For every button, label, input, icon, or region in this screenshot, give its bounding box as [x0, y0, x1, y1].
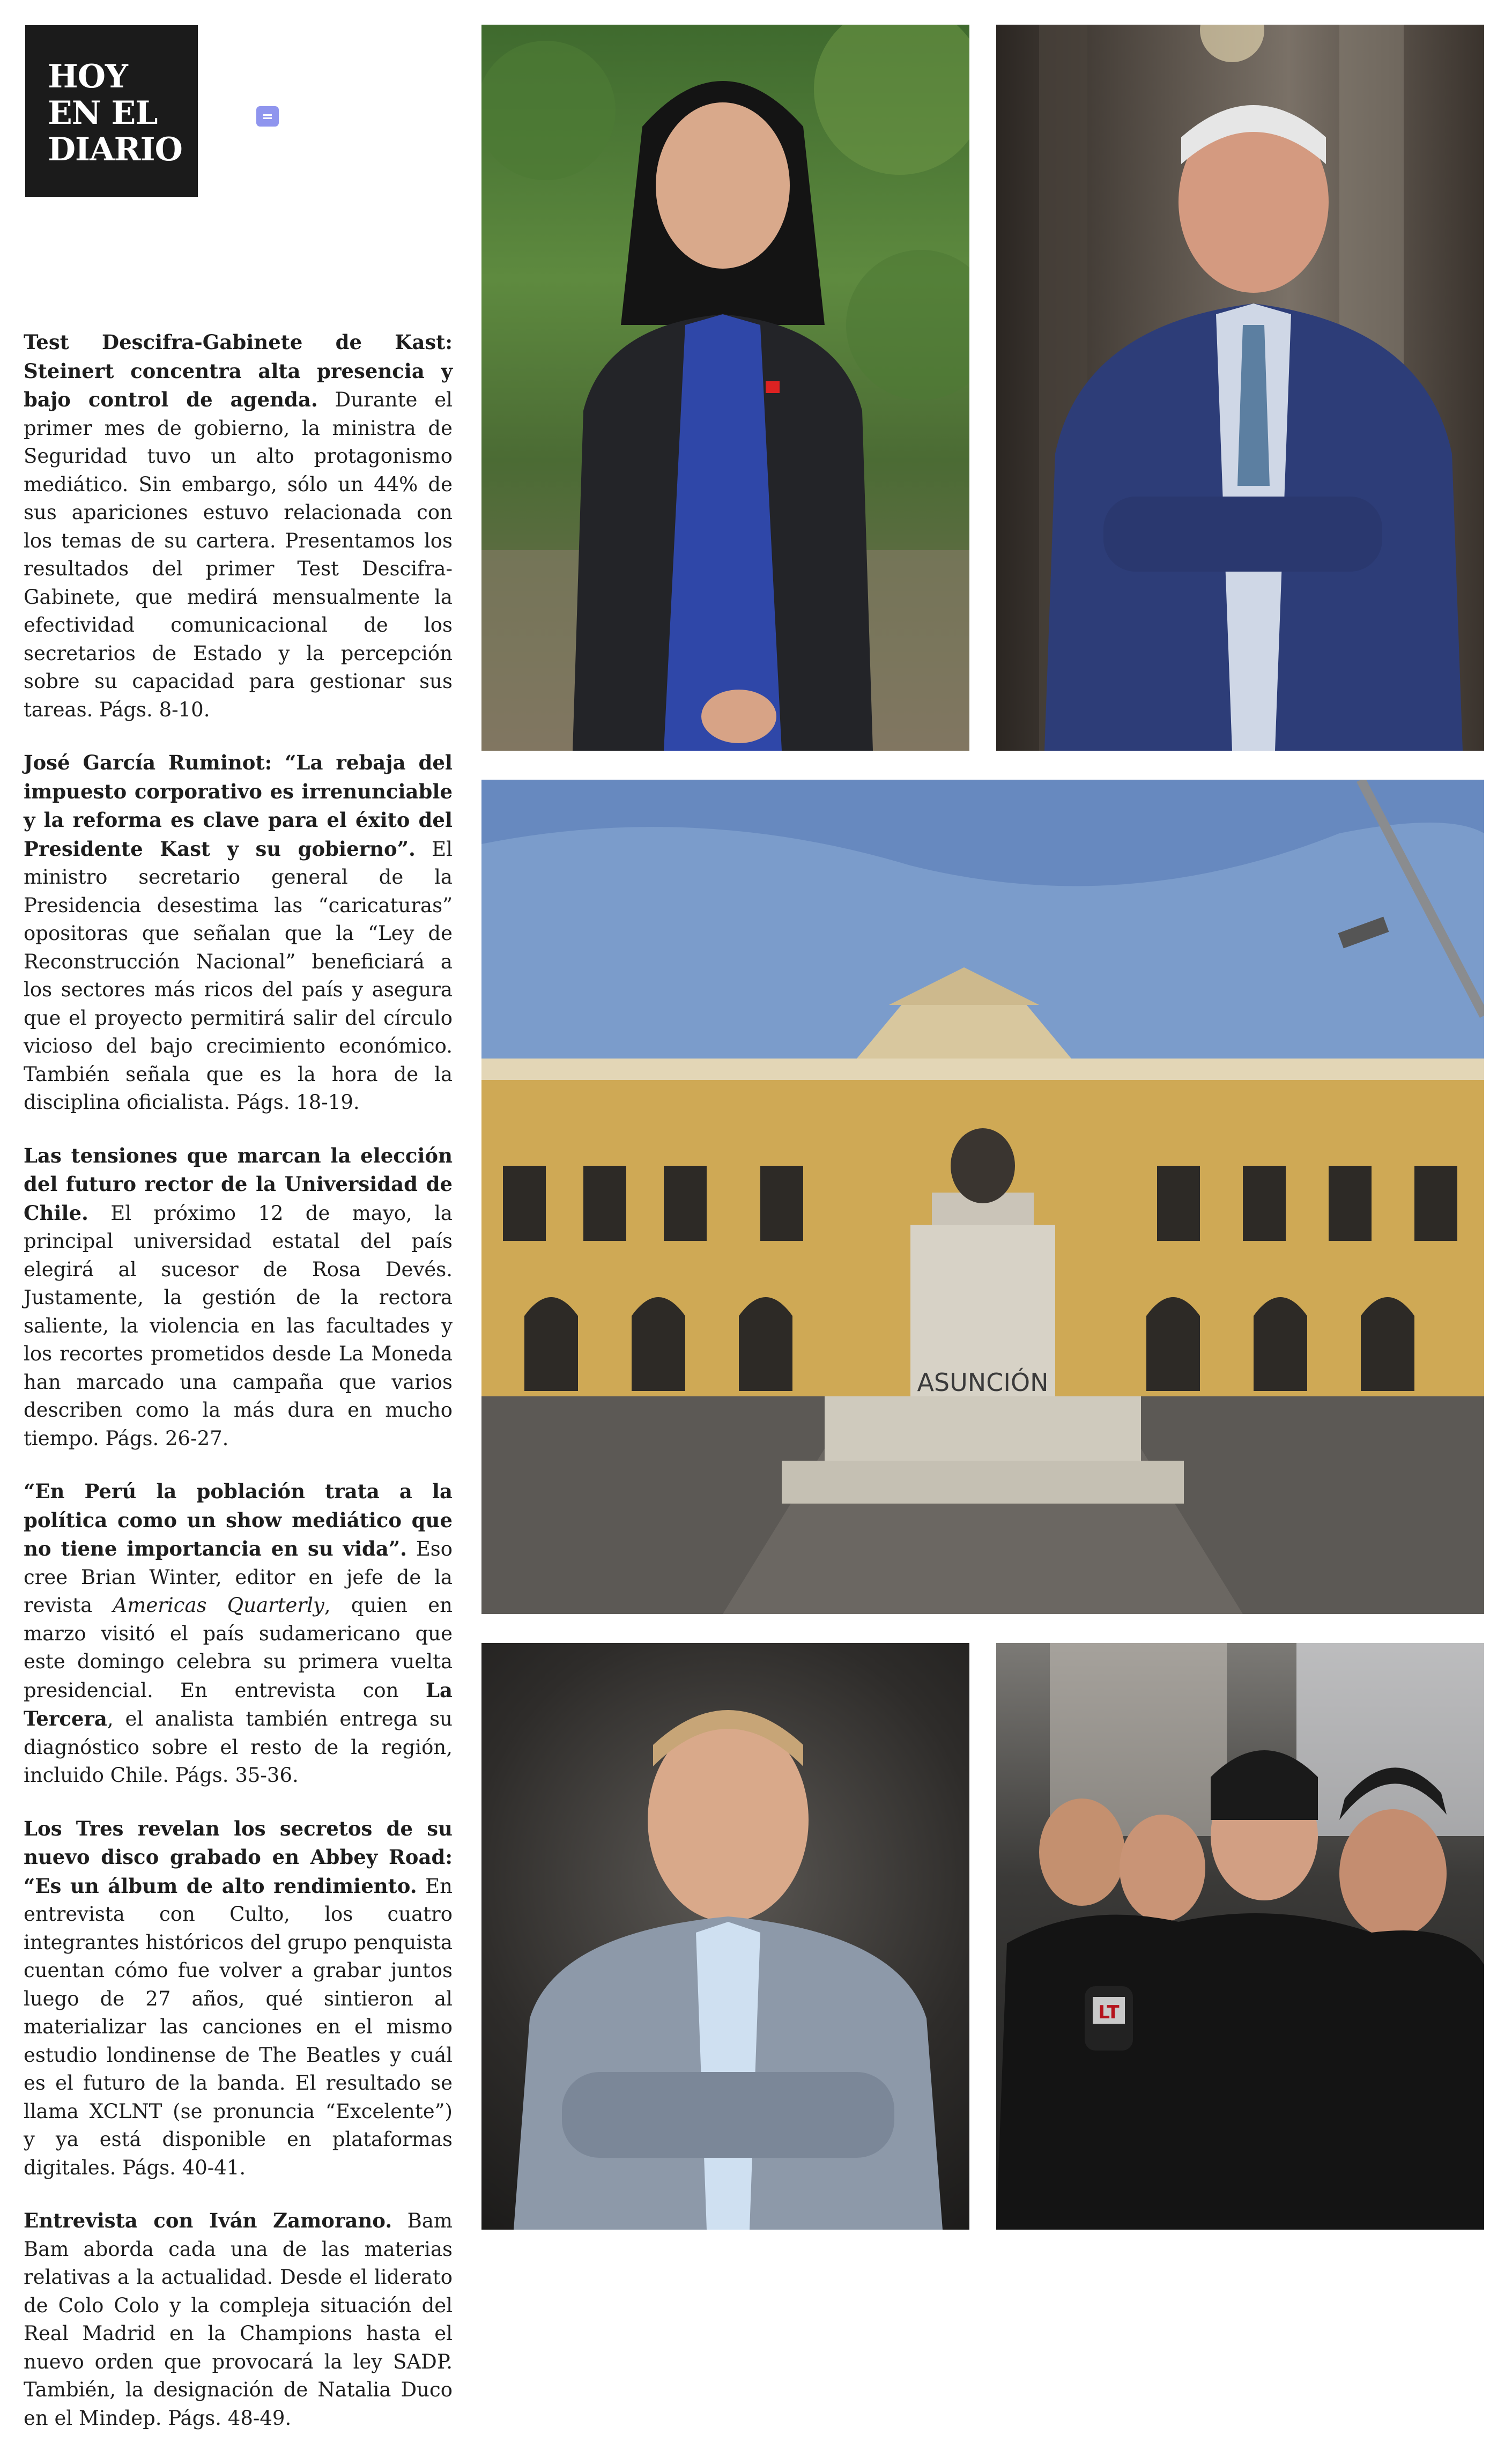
story-body: Eso cree Brian Winter, editor en jefe de la revista	[24, 1537, 453, 1617]
photo-universidad-de-chile	[481, 780, 1484, 1614]
logo-line-3: DIARIO	[48, 131, 182, 168]
photo-garcia-ruminot	[996, 25, 1484, 751]
photo-brian-winter	[481, 1643, 969, 2230]
story-body: , quien en marzo visitó el país sudamericano que este domingo celebra su primera vuelta presidencial. En entrevista con	[24, 1594, 453, 1702]
story-body: Durante el primer mes de gobierno, la ministra de Seguridad tuvo un alto protagonismo mediático. Sin embargo, sólo un 44% de sus apariciones estuvo relacionada con los temas de su cartera. Presentamos los resultados del primer Test Descifra-Gabinete, que medirá mensualmente la efectividad comunicacional de los secretarios de Estado y la percepción sobre su capacidad para gestionar sus tareas. Págs. 8-10.	[24, 388, 453, 721]
story-universidad-de-chile[interactable]	[24, 1142, 453, 1453]
logo-line-1: HOY	[48, 58, 128, 95]
story-body: El próximo 12 de mayo, la principal universidad estatal del país elegirá al sucesor de Rosa Devés. Justamente, la gestión de la rectora saliente, la violencia en las facultades y los recortes prometidos desde La Moneda han marcado una campaña que varios describen como la más dura en mucho tiempo. Págs. 26-27.	[24, 1201, 453, 1450]
photo-los-tres	[996, 1643, 1484, 2230]
story-los-tres[interactable]	[24, 1815, 453, 2182]
microphone-label: LT	[1098, 2002, 1120, 2023]
hoy-en-el-diario-logo	[25, 25, 198, 197]
story-body: Bam Bam aborda cada una de las materias relativas a la actualidad. Desde el liderato de Colo Colo y la compleja situación del Real Madrid en la Champions hasta el nuevo orden que provocará la ley SADP. También, la designación de Natalia Duco en el Mindep. Págs. 48-49.	[24, 2209, 453, 2430]
story-steinert[interactable]	[24, 328, 453, 724]
photo-security-minister	[481, 25, 969, 751]
logo-line-2: EN EL	[48, 94, 158, 132]
story-newspaper-name: La Tercera	[24, 1678, 453, 1730]
story-headline: Entrevista con Iván Zamorano.	[24, 2209, 392, 2232]
story-headline: “En Perú la población trata a la política como un show mediático que no tiene importancia en su vida”.	[24, 1479, 453, 1560]
story-headline: Test Descifra-Gabinete de Kast: Steinert concentra alta presencia y bajo control de agenda.	[24, 330, 453, 411]
story-zamorano[interactable]	[24, 2207, 453, 2432]
story-body: En entrevista con Culto, los cuatro integrantes históricos del grupo penquista cuentan cómo fue volver a grabar juntos luego de 27 años, qué sintieron al materializar las canciones en el mismo estudio londinense de The Beatles y cuál es el futuro de la banda. El resultado se llama XCLNT (se pronuncia “Excelente”) y ya está disponible en plataformas digitales. Págs. 40-41.	[24, 1874, 453, 2179]
story-garcia-ruminot[interactable]	[24, 749, 453, 1117]
graffiti-text: ASUNCIÓN	[917, 1368, 1049, 1397]
story-body: El ministro secretario general de la Presidencia desestima las “caricaturas” opositoras que señalan que la “Ley de Reconstrucción Nacional” beneficiará a los sectores más ricos del país y asegura que el proyecto permitirá salir del círculo vicioso del bajo crecimiento económico. También señala que es la hora de la disciplina oficialista. Págs. 18-19.	[24, 837, 453, 1114]
story-headline: Las tensiones que marcan la elección del futuro rector de la Universidad de Chile.	[24, 1143, 453, 1225]
stories-column	[24, 328, 453, 2457]
story-headline: José García Ruminot: “La rebaja del impuesto corporativo es irrenunciable y la reforma es clave para el éxito del Presidente Kast y su gobierno”.	[24, 751, 453, 861]
story-body: , el analista también entrega su diagnóstico sobre el resto de la región, incluido Chile. Págs. 35-36.	[24, 1707, 453, 1787]
story-peru[interactable]	[24, 1477, 453, 1790]
story-magazine-name: Americas Quarterly	[113, 1594, 324, 1617]
menu-icon[interactable]	[256, 106, 279, 127]
story-headline: Los Tres revelan los secretos de su nuevo disco grabado en Abbey Road: “Es un álbum de alto rendimiento.	[24, 1816, 453, 1898]
